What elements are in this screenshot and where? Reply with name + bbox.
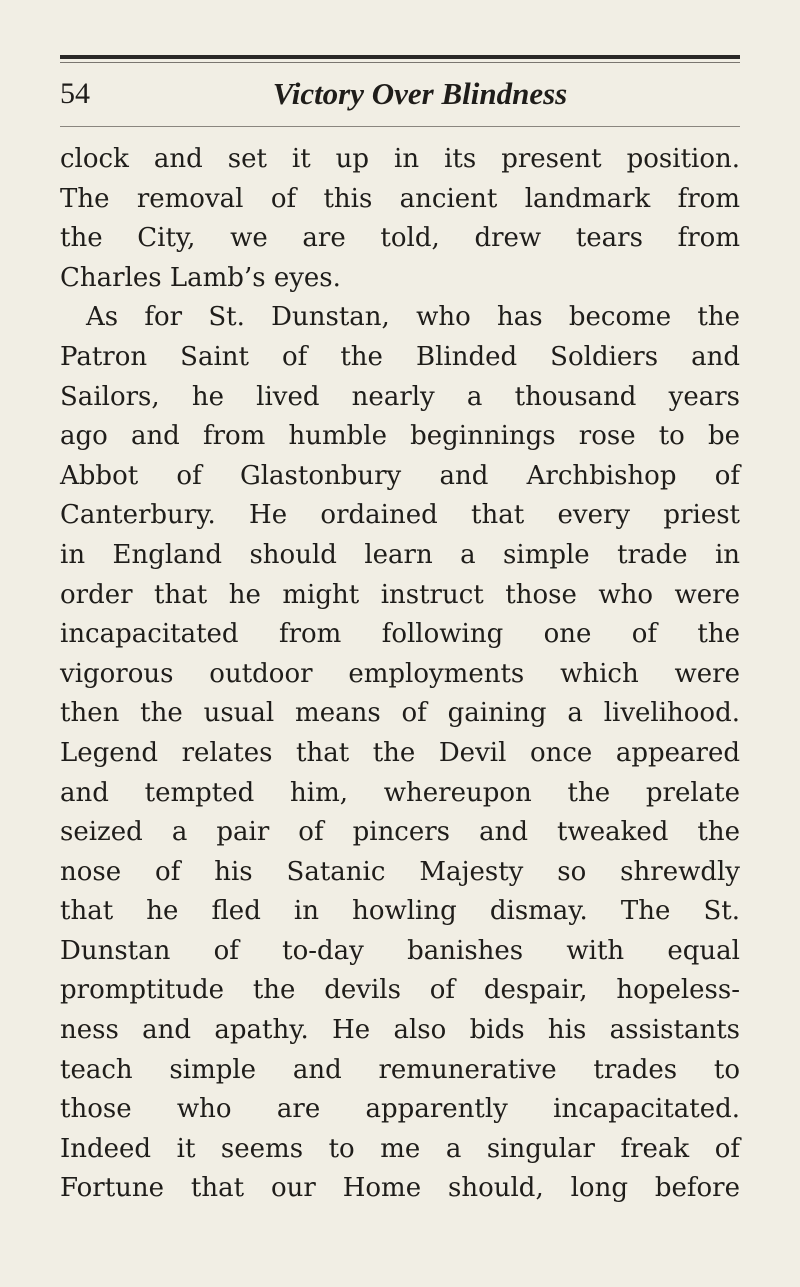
text-line: order that he might instruct those who were bbox=[60, 579, 740, 610]
text-line: vigorous outdoor employments which were bbox=[60, 658, 740, 689]
text-line: nose of his Satanic Majesty so shrewdly bbox=[60, 856, 740, 887]
text-line: ness and apathy. He also bids his assistants bbox=[60, 1015, 740, 1046]
text-line: Abbot of Glastonbury and Archbishop of bbox=[60, 460, 740, 491]
text-line: teach simple and remunerative trades to bbox=[60, 1054, 740, 1085]
page-header bbox=[60, 70, 740, 120]
text-line: Dunstan of to-day banishes with equal bbox=[60, 935, 740, 966]
running-title: Victory Over Blindness bbox=[272, 76, 568, 111]
header-rule-bottom bbox=[60, 126, 740, 127]
text-line: seized a pair of pincers and tweaked the bbox=[60, 817, 740, 848]
text-line: Indeed it seems to me a singular freak of bbox=[60, 1133, 740, 1164]
text-line: and tempted him, whereupon the prelate bbox=[60, 777, 740, 808]
text-line: Canterbury. He ordained that every priest bbox=[60, 500, 740, 531]
text-line: those who are apparently incapacitated. bbox=[60, 1094, 740, 1125]
text-line: As for St. Dunstan, who has become the bbox=[86, 302, 740, 333]
text-line: The removal of this ancient landmark from bbox=[60, 183, 740, 214]
text-line: Patron Saint of the Blinded Soldiers and bbox=[60, 341, 740, 372]
text-line: Fortune that our Home should, long before bbox=[60, 1173, 740, 1204]
page-number: 54 bbox=[60, 77, 90, 110]
text-line: promptitude the devils of despair, hopeless- bbox=[60, 975, 740, 1006]
body-text bbox=[60, 140, 740, 1209]
text-line: that he fled in howling dismay. The St. bbox=[60, 896, 740, 927]
text-line: Legend relates that the Devil once appeared bbox=[60, 737, 740, 768]
text-line: Charles Lamb’s eyes. bbox=[60, 262, 341, 293]
text-line: incapacitated from following one of the bbox=[60, 619, 740, 650]
text-line: in England should learn a simple trade in bbox=[60, 539, 740, 570]
text-line: clock and set it up in its present position. bbox=[60, 144, 740, 174]
text-line: then the usual means of gaining a livelihood. bbox=[60, 698, 740, 729]
text-line: the City, we are told, drew tears from bbox=[60, 223, 740, 254]
text-line: ago and from humble beginnings rose to be bbox=[60, 421, 740, 452]
header-rule-thick bbox=[60, 55, 740, 59]
text-line: Sailors, he lived nearly a thousand years bbox=[60, 381, 740, 412]
header-rule-thin bbox=[60, 62, 740, 63]
